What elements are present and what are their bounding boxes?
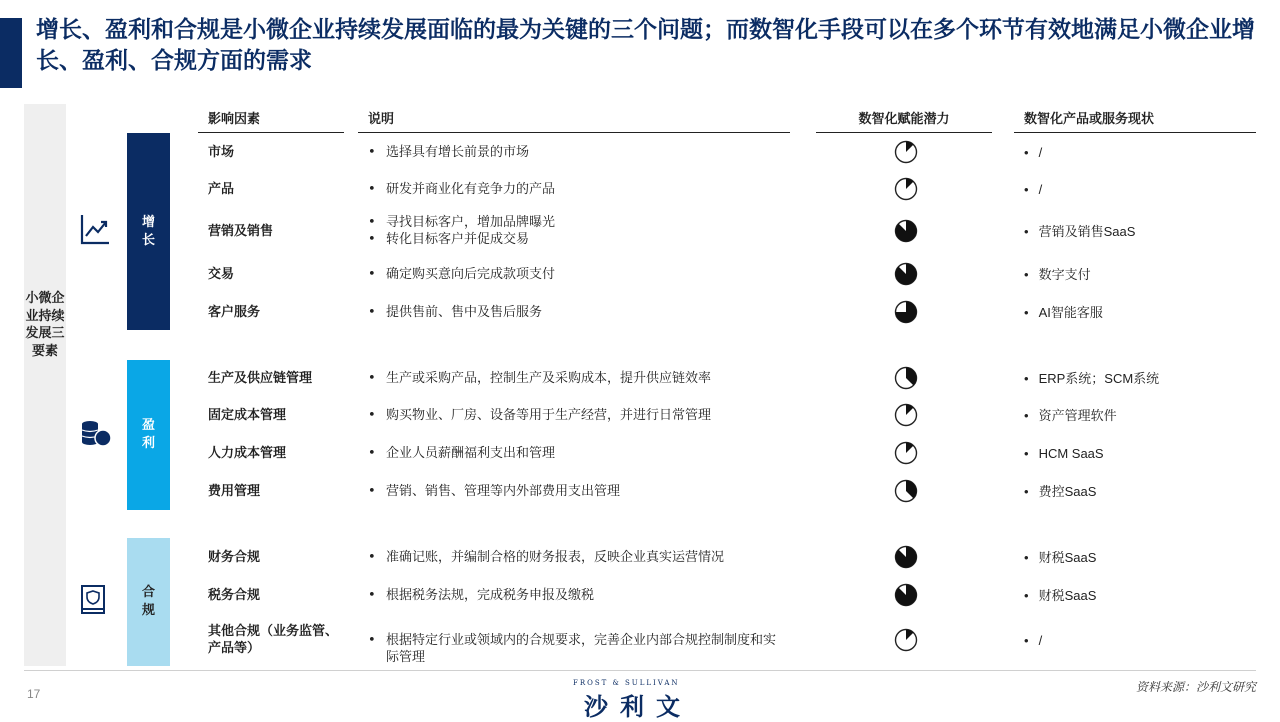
potential-harvey-ball-icon	[894, 366, 918, 394]
category-label: 增长	[141, 214, 155, 248]
status-cell: • HCM SaaS	[1024, 445, 1254, 462]
status-cell: • 费控SaaS	[1024, 483, 1254, 500]
status-cell: • /	[1024, 632, 1254, 649]
factor-cell: 营销及销售	[208, 223, 274, 239]
left-side-panel	[24, 104, 66, 666]
description-bullet: • 转化目标客户并促成交易	[368, 231, 788, 248]
status-cell: • 资产管理软件	[1024, 407, 1254, 424]
description-cell	[368, 214, 788, 248]
factor-cell: 市场	[208, 144, 235, 160]
category-label: 盈利	[141, 418, 155, 451]
page-number: 17	[27, 687, 41, 701]
description-cell	[368, 370, 788, 387]
source-note: 资料来源：沙利文研究	[1135, 680, 1256, 694]
category-profit-block	[127, 360, 170, 510]
potential-harvey-ball-icon	[894, 403, 918, 431]
description-cell	[368, 144, 788, 161]
description-cell	[368, 587, 788, 604]
factor-cell: 费用管理	[208, 483, 261, 499]
description-bullet: • 营销、销售、管理等内外部费用支出管理	[368, 483, 788, 500]
factor-cell: 固定成本管理	[208, 407, 287, 423]
brand-logo-chinese: 沙利文	[584, 692, 692, 721]
header-potential: 数智化赋能潜力	[816, 108, 992, 133]
status-cell: • 数字支付	[1024, 266, 1254, 283]
factor-cell: 其他合规（业务监管、产品等）	[208, 624, 339, 656]
potential-harvey-ball-icon	[894, 300, 918, 328]
description-bullet: • 确定购买意向后完成款项支付	[368, 266, 788, 283]
potential-harvey-ball-icon	[894, 177, 918, 205]
description-bullet: • 根据特定行业或领域内的合规要求，完善企业内部合规控制制度和实际管理	[368, 632, 788, 666]
factor-cell: 产品	[208, 181, 235, 197]
description-bullet: • 提供售前、售中及售后服务	[368, 304, 788, 321]
title-accent-bar	[0, 18, 22, 88]
description-cell	[368, 549, 788, 566]
law-book-icon	[79, 584, 107, 616]
factor-cell: 财务合规	[208, 549, 261, 565]
left-side-label: 小微企业持续发展三要素	[25, 291, 65, 359]
description-bullet: • 寻找目标客户，增加品牌曝光	[368, 214, 788, 231]
footer-divider	[24, 670, 1256, 671]
potential-harvey-ball-icon	[894, 140, 918, 168]
potential-harvey-ball-icon	[894, 545, 918, 573]
description-bullet: • 购买物业、厂房、设备等用于生产经营，并进行日常管理	[368, 407, 788, 424]
category-growth-block	[127, 133, 170, 330]
potential-harvey-ball-icon	[894, 628, 918, 656]
description-bullet: • 准确记账，并编制合格的财务报表，反映企业真实运营情况	[368, 549, 788, 566]
brand-english: FROST & SULLIVAN	[573, 679, 680, 687]
potential-harvey-ball-icon	[894, 219, 918, 247]
description-cell	[368, 304, 788, 321]
potential-harvey-ball-icon	[894, 441, 918, 469]
status-cell: • AI智能客服	[1024, 304, 1254, 321]
header-description: 说明	[358, 108, 790, 133]
description-bullet: • 选择具有增长前景的市场	[368, 144, 788, 161]
category-label: 合规	[141, 585, 155, 618]
description-cell	[368, 266, 788, 283]
description-cell	[368, 483, 788, 500]
description-bullet: • 企业人员薪酬福利支出和管理	[368, 445, 788, 462]
coins-icon	[79, 419, 113, 449]
status-cell: • 财税SaaS	[1024, 549, 1254, 566]
status-cell: • /	[1024, 144, 1254, 161]
factor-cell: 税务合规	[208, 587, 261, 603]
status-cell: • /	[1024, 181, 1254, 198]
factor-cell: 人力成本管理	[208, 445, 287, 461]
factor-cell: 客户服务	[208, 304, 261, 320]
growth-chart-icon	[79, 212, 111, 246]
description-bullet: • 生产或采购产品，控制生产及采购成本，提升供应链效率	[368, 370, 788, 387]
potential-harvey-ball-icon	[894, 583, 918, 611]
page-title: 增长、盈利和合规是小微企业持续发展面临的最为关键的三个问题；而数智化手段可以在多个环节有效地满足小微企业增长、盈利、合规方面的需求	[36, 16, 1255, 74]
status-cell: • 营销及销售SaaS	[1024, 223, 1254, 240]
description-bullet: • 根据税务法规，完成税务申报及缴税	[368, 587, 788, 604]
description-cell	[368, 445, 788, 462]
category-compliance-block	[127, 538, 170, 666]
description-cell	[368, 407, 788, 424]
factor-cell: 生产及供应链管理	[208, 370, 313, 386]
factor-cell: 交易	[208, 266, 235, 282]
potential-harvey-ball-icon	[894, 262, 918, 290]
potential-harvey-ball-icon	[894, 479, 918, 507]
status-cell: • 财税SaaS	[1024, 587, 1254, 604]
status-cell: • ERP系统；SCM系统	[1024, 370, 1254, 387]
description-cell	[368, 181, 788, 198]
header-status: 数智化产品或服务现状	[1014, 108, 1256, 133]
description-cell	[368, 632, 788, 666]
header-factor: 影响因素	[198, 108, 344, 133]
description-bullet: • 研发并商业化有竞争力的产品	[368, 181, 788, 198]
